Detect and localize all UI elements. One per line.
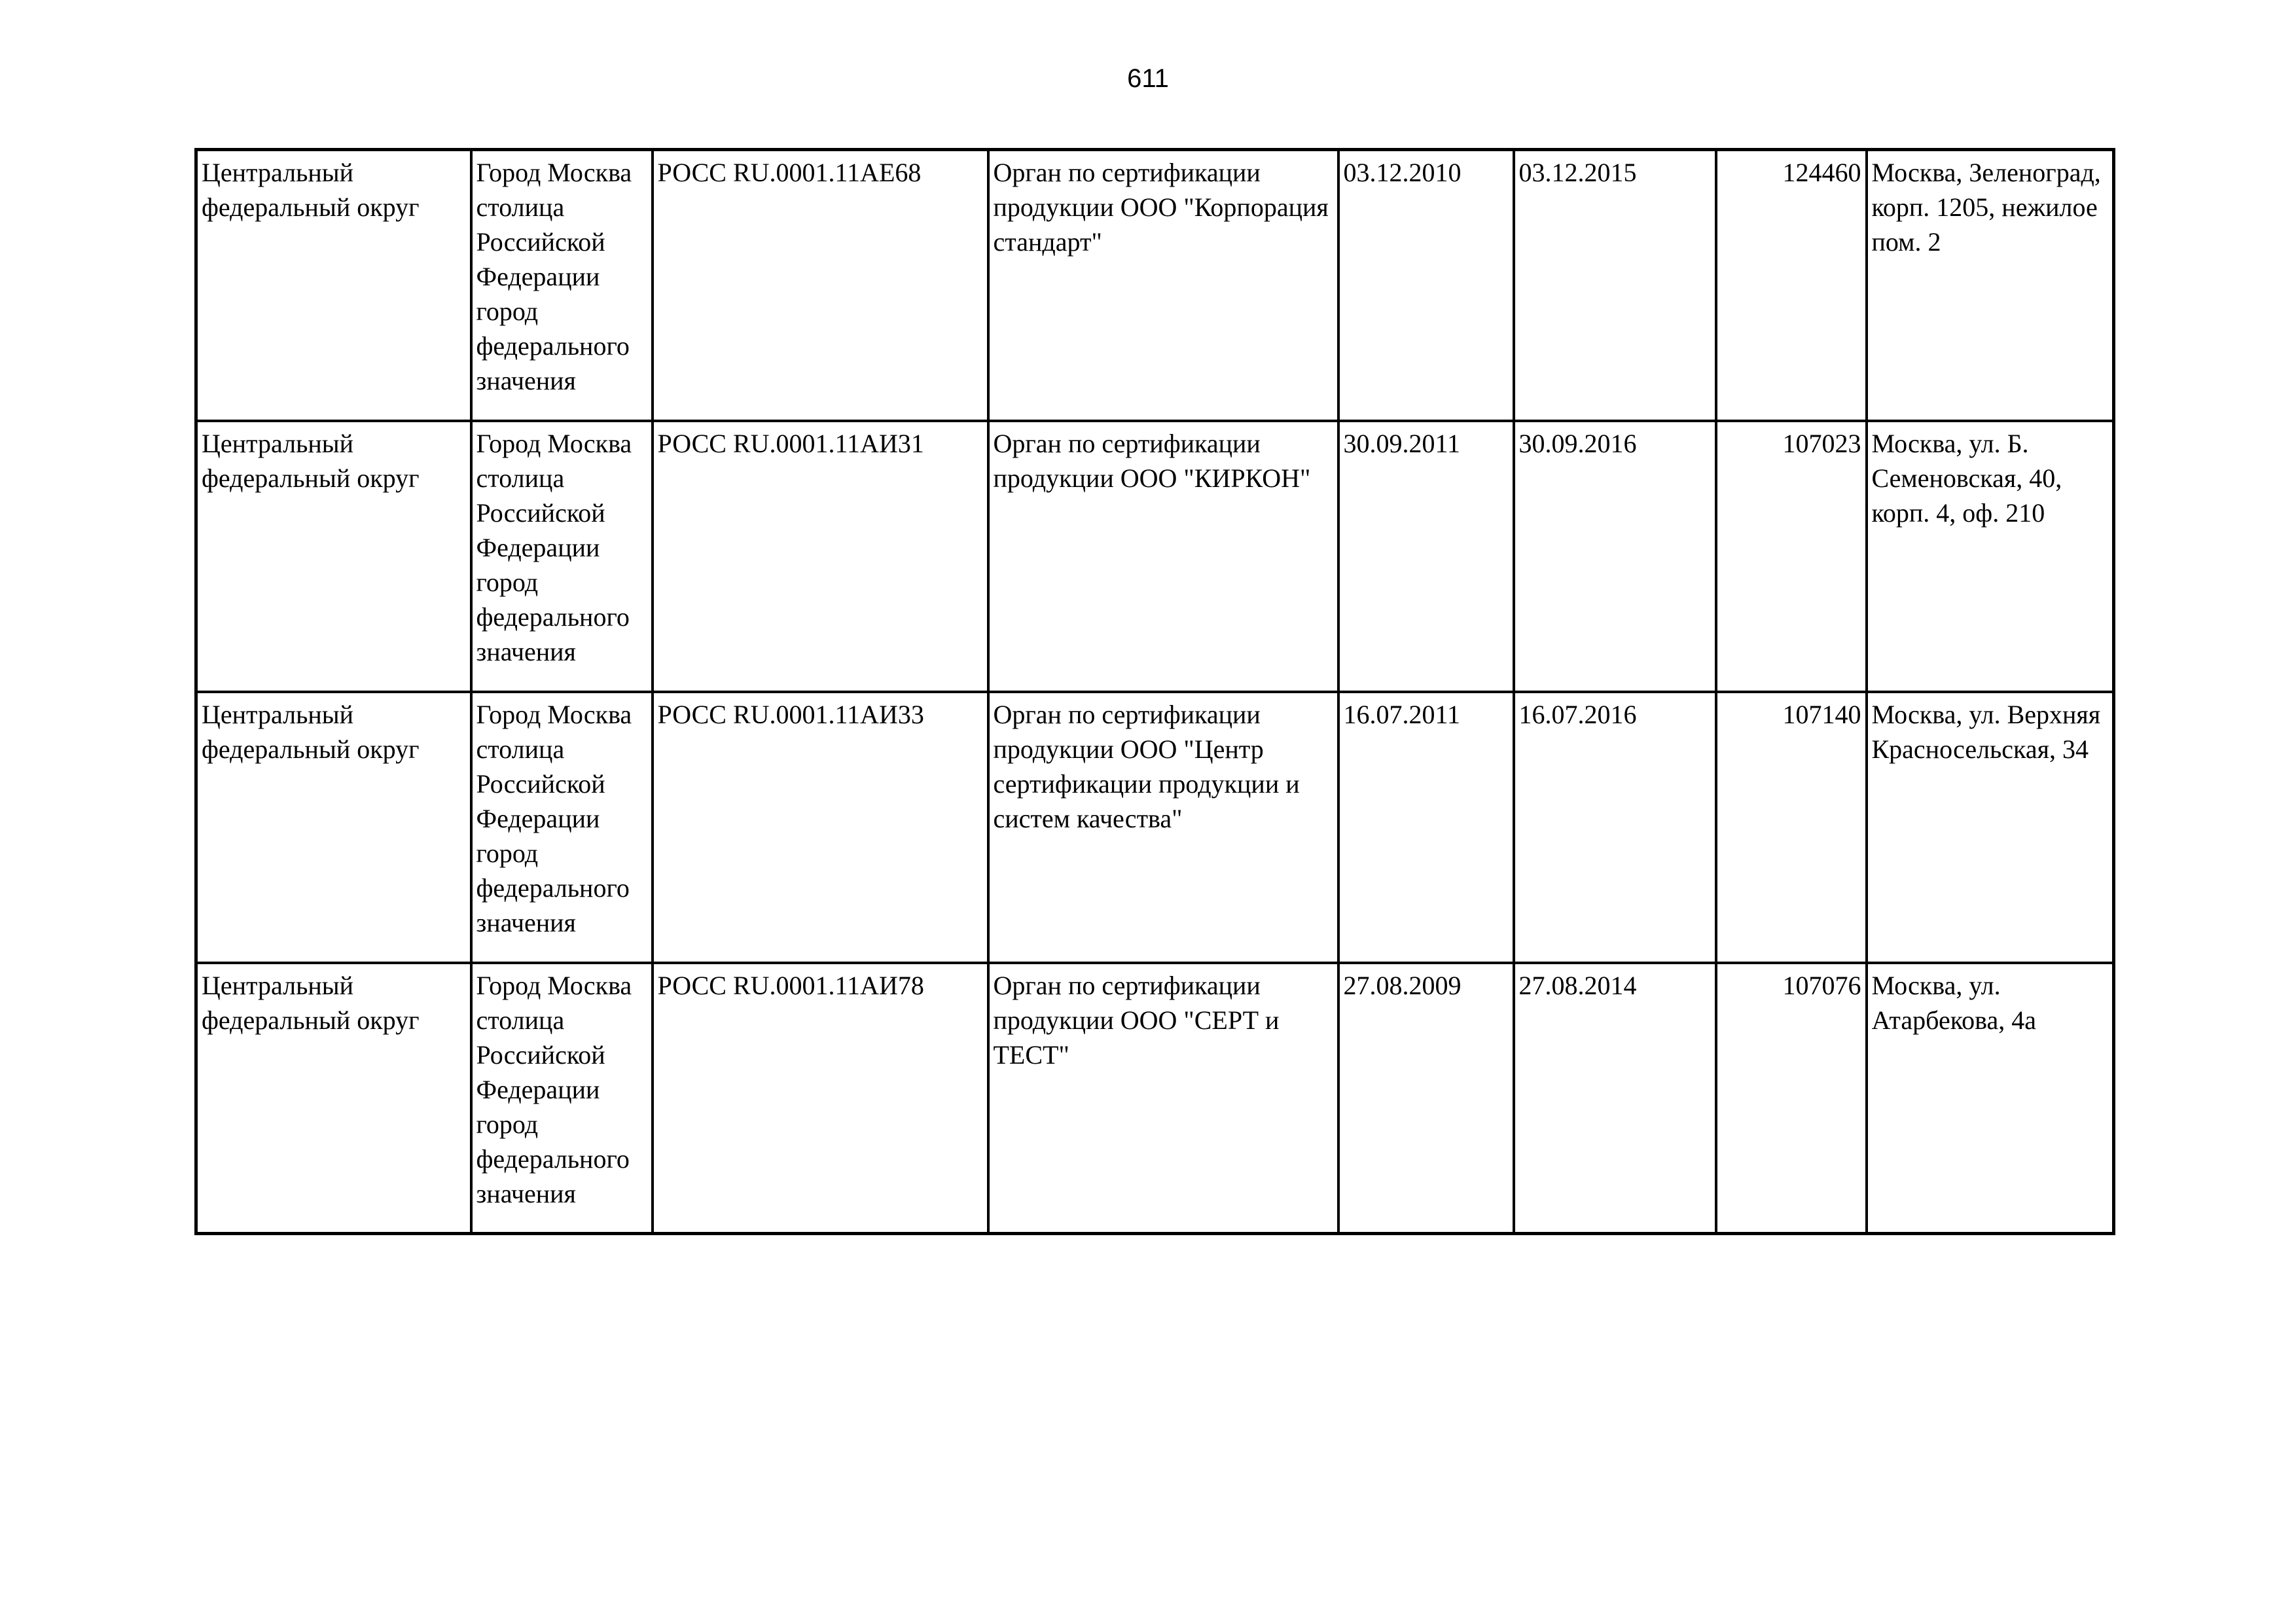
organization-cell bbox=[988, 421, 1338, 692]
region-text: Город Москва столица Российской Федерации город федерального значения bbox=[476, 970, 632, 1208]
postcode-cell bbox=[1716, 150, 1867, 421]
date-to-text: 27.08.2014 bbox=[1518, 970, 1637, 1000]
region-text: Город Москва столица Российской Федерации город федерального значения bbox=[476, 699, 632, 937]
date-to-text: 03.12.2015 bbox=[1518, 158, 1637, 187]
reg-number-text: РОСС RU.0001.11АИ78 bbox=[657, 970, 924, 1000]
date-from-text: 30.09.2011 bbox=[1343, 428, 1461, 458]
table-row bbox=[196, 150, 2114, 421]
date-from-cell bbox=[1338, 421, 1514, 692]
district-text: Центральный федеральный округ bbox=[202, 158, 420, 222]
table-row bbox=[196, 963, 2114, 1234]
reg-number-cell bbox=[653, 421, 988, 692]
postcode-cell bbox=[1716, 692, 1867, 963]
date-from-cell bbox=[1338, 150, 1514, 421]
date-to-cell bbox=[1514, 692, 1716, 963]
region-cell bbox=[471, 421, 653, 692]
date-from-cell bbox=[1338, 963, 1514, 1234]
reg-number-text: РОСС RU.0001.11АИ31 bbox=[657, 428, 924, 458]
organization-text: Орган по сертификации продукции ООО "Корпорация стандарт" bbox=[993, 158, 1329, 257]
postcode-text: 107023 bbox=[1782, 428, 1861, 458]
table-row bbox=[196, 421, 2114, 692]
date-to-cell bbox=[1514, 963, 1716, 1234]
address-text: Москва, ул. Атарбекова, 4а bbox=[1871, 970, 2036, 1035]
district-cell bbox=[196, 963, 471, 1234]
address-cell bbox=[1867, 150, 2114, 421]
page-number: 611 bbox=[1127, 64, 1169, 93]
reg-number-text: РОСС RU.0001.11АИ33 bbox=[657, 699, 924, 729]
date-from-text: 03.12.2010 bbox=[1343, 158, 1462, 187]
organization-text: Орган по сертификации продукции ООО "СЕРТ и ТЕСТ" bbox=[993, 970, 1280, 1070]
date-to-text: 16.07.2016 bbox=[1518, 699, 1637, 729]
region-cell bbox=[471, 692, 653, 963]
date-to-cell bbox=[1514, 150, 1716, 421]
district-cell bbox=[196, 150, 471, 421]
reg-number-cell bbox=[653, 963, 988, 1234]
reg-number-cell bbox=[653, 692, 988, 963]
postcode-text: 124460 bbox=[1782, 158, 1861, 187]
organization-cell bbox=[988, 150, 1338, 421]
district-text: Центральный федеральный округ bbox=[202, 428, 420, 493]
reg-number-text: РОСС RU.0001.11АЕ68 bbox=[657, 158, 922, 187]
district-cell bbox=[196, 692, 471, 963]
address-cell bbox=[1867, 692, 2114, 963]
table-row bbox=[196, 692, 2114, 963]
region-text: Город Москва столица Российской Федерации город федерального значения bbox=[476, 428, 632, 666]
organization-cell bbox=[988, 963, 1338, 1234]
postcode-cell bbox=[1716, 963, 1867, 1234]
region-cell bbox=[471, 150, 653, 421]
date-to-text: 30.09.2016 bbox=[1518, 428, 1637, 458]
address-cell bbox=[1867, 421, 2114, 692]
organization-cell bbox=[988, 692, 1338, 963]
district-text: Центральный федеральный округ bbox=[202, 699, 420, 764]
date-from-text: 27.08.2009 bbox=[1343, 970, 1462, 1000]
organization-text: Орган по сертификации продукции ООО "Центр сертификации продукции и систем качества" bbox=[993, 699, 1300, 833]
date-from-cell bbox=[1338, 692, 1514, 963]
postcode-cell bbox=[1716, 421, 1867, 692]
date-to-cell bbox=[1514, 421, 1716, 692]
address-text: Москва, Зеленоград, корп. 1205, нежилое пом. 2 bbox=[1871, 158, 2101, 257]
district-cell bbox=[196, 421, 471, 692]
reg-number-cell bbox=[653, 150, 988, 421]
postcode-text: 107076 bbox=[1782, 970, 1861, 1000]
address-cell bbox=[1867, 963, 2114, 1234]
region-cell bbox=[471, 963, 653, 1234]
region-text: Город Москва столица Российской Федерации город федерального значения bbox=[476, 158, 632, 395]
address-text: Москва, ул. Б. Семеновская, 40, корп. 4, оф. 210 bbox=[1871, 428, 2062, 528]
date-from-text: 16.07.2011 bbox=[1343, 699, 1461, 729]
postcode-text: 107140 bbox=[1782, 699, 1861, 729]
district-text: Центральный федеральный округ bbox=[202, 970, 420, 1035]
certification-bodies-table bbox=[194, 148, 2115, 1235]
organization-text: Орган по сертификации продукции ООО "КИРКОН" bbox=[993, 428, 1311, 493]
address-text: Москва, ул. Верхняя Красносельская, 34 bbox=[1871, 699, 2101, 764]
